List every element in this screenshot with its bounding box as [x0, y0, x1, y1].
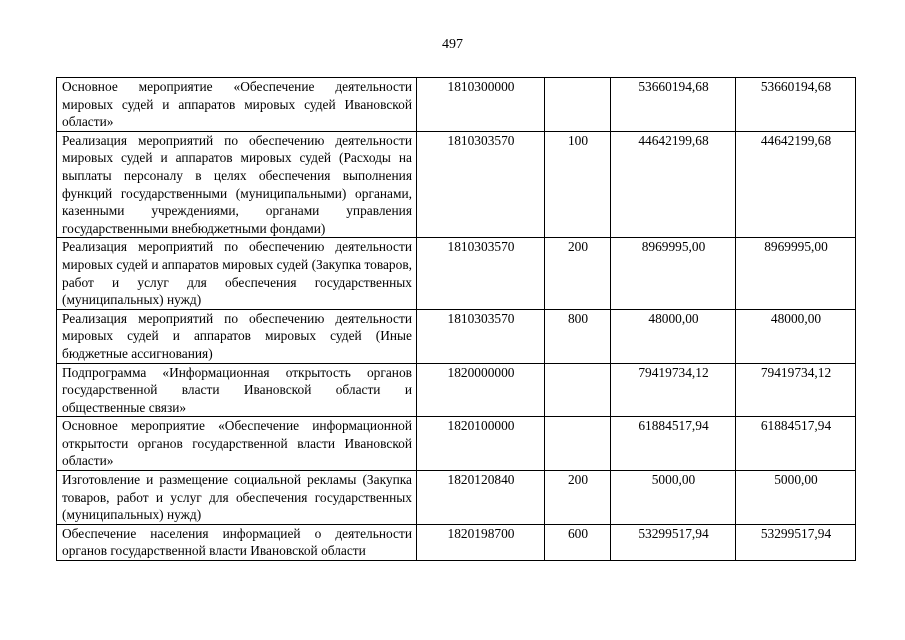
- row-name-cell: Изготовление и размещение социальной рекламы (Закупка товаров, работ и услуг для обеспечения государственных (муниципальных) нужд): [57, 471, 417, 525]
- table-row: [57, 238, 856, 309]
- table-row: [57, 363, 856, 417]
- budget-table: [56, 77, 856, 561]
- row-sum1-cell: 44642199,68: [611, 131, 736, 238]
- row-type-cell: 600: [545, 524, 611, 560]
- row-name-cell: Реализация мероприятий по обеспечению деятельности мировых судей и аппаратов мировых судей (Иные бюджетные ассигнования): [57, 309, 417, 363]
- row-sum2-cell: 8969995,00: [736, 238, 856, 309]
- row-sum2-cell: 61884517,94: [736, 417, 856, 471]
- row-code-cell: 1810303570: [417, 238, 545, 309]
- row-type-cell: 200: [545, 238, 611, 309]
- row-sum2-cell: 53660194,68: [736, 78, 856, 132]
- row-name-cell: Основное мероприятие «Обеспечение деятельности мировых судей и аппаратов мировых судей Ивановской области»: [57, 78, 417, 132]
- row-code-cell: 1810303570: [417, 309, 545, 363]
- row-name-cell: Подпрограмма «Информационная открытость органов государственной власти Ивановской области и общественные связи»: [57, 363, 417, 417]
- row-type-cell: [545, 417, 611, 471]
- page-number: 497: [442, 37, 463, 52]
- table-row: [57, 309, 856, 363]
- row-type-cell: 800: [545, 309, 611, 363]
- row-sum2-cell: 48000,00: [736, 309, 856, 363]
- table-row: [57, 131, 856, 238]
- row-type-cell: [545, 363, 611, 417]
- row-sum2-cell: 5000,00: [736, 471, 856, 525]
- row-sum1-cell: 8969995,00: [611, 238, 736, 309]
- row-sum2-cell: 53299517,94: [736, 524, 856, 560]
- row-code-cell: 1820000000: [417, 363, 545, 417]
- row-type-cell: 200: [545, 471, 611, 525]
- row-code-cell: 1820198700: [417, 524, 545, 560]
- table-row: [57, 471, 856, 525]
- row-sum1-cell: 53299517,94: [611, 524, 736, 560]
- row-sum1-cell: 48000,00: [611, 309, 736, 363]
- row-name-cell: Основное мероприятие «Обеспечение информационной открытости органов государственной власти Ивановской области»: [57, 417, 417, 471]
- table-row: [57, 524, 856, 560]
- row-code-cell: 1810303570: [417, 131, 545, 238]
- row-code-cell: 1820100000: [417, 417, 545, 471]
- row-sum1-cell: 5000,00: [611, 471, 736, 525]
- row-sum2-cell: 44642199,68: [736, 131, 856, 238]
- row-code-cell: 1820120840: [417, 471, 545, 525]
- table-row: [57, 417, 856, 471]
- row-sum1-cell: 53660194,68: [611, 78, 736, 132]
- row-type-cell: [545, 78, 611, 132]
- row-sum2-cell: 79419734,12: [736, 363, 856, 417]
- row-type-cell: 100: [545, 131, 611, 238]
- row-sum1-cell: 79419734,12: [611, 363, 736, 417]
- row-name-cell: Реализация мероприятий по обеспечению деятельности мировых судей и аппаратов мировых судей (Закупка товаров, работ и услуг для обеспечения государственных (муниципальных) нужд): [57, 238, 417, 309]
- row-name-cell: Обеспечение населения информацией о деятельности органов государственной власти Ивановской области: [57, 524, 417, 560]
- row-name-cell: Реализация мероприятий по обеспечению деятельности мировых судей и аппаратов мировых судей (Расходы на выплаты персоналу в целях обеспечения выполнения функций государственными (муниципальными) органами, казенными учреждениями, органами управления государственными внебюджетными фондами): [57, 131, 417, 238]
- row-code-cell: 1810300000: [417, 78, 545, 132]
- row-sum1-cell: 61884517,94: [611, 417, 736, 471]
- table-row: [57, 78, 856, 132]
